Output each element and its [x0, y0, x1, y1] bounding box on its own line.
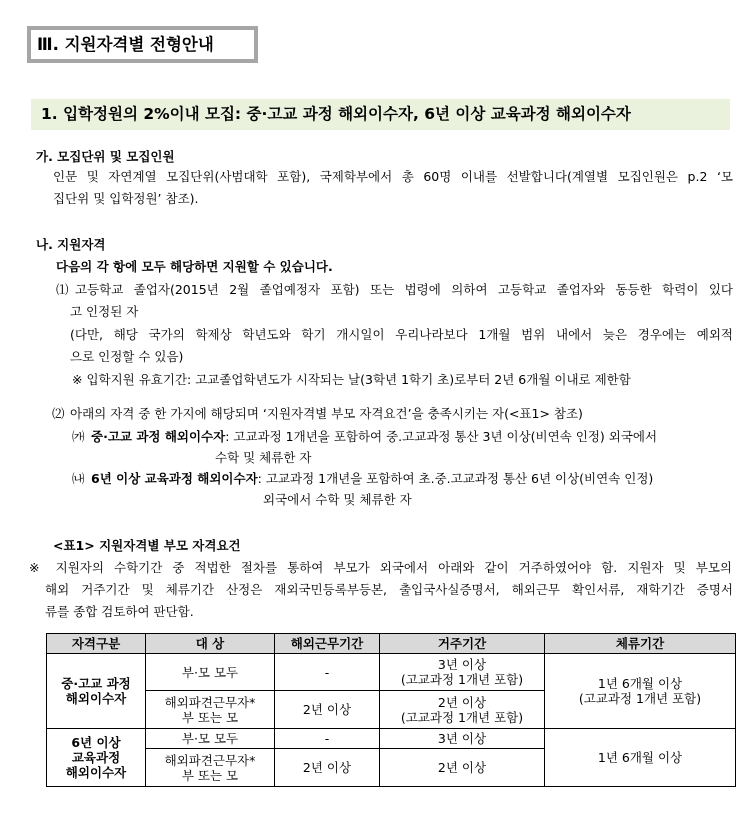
table-header-row: [47, 634, 736, 654]
header-work-period: 해외근무기간: [275, 634, 380, 654]
table-row: [47, 654, 736, 691]
sub-a-title: 중·고교 과정 해외이수자: [91, 429, 226, 444]
group2-label-line1: 6년 이상: [71, 735, 121, 750]
group1-label: [47, 654, 146, 729]
group2-label-line3: 해외이수자: [65, 765, 127, 780]
sub-a-text2: 수학 및 체류한 자: [215, 450, 312, 465]
group1-row2-target-line1: 해외파견근무자*: [164, 694, 256, 710]
unit-text-line1: 인문 및 자연계열 모집단위(사범대학 포함), 국제학부에서 총 60명 이내를 선발합니다(계열별 모집인원은 p.2 ‘모: [53, 169, 733, 184]
group1-row2-res-line2: (고교과정 1개년 포함): [400, 709, 524, 725]
item1-note3: ※ 입학지원 유효기간: 고교졸업학년도가 시작되는 날(3학년 1학기 초)로부터 2년 6개월 이내로 제한함: [72, 372, 631, 387]
unit-heading: 가. 모집단위 및 모집인원: [36, 149, 175, 164]
group2-row1-work: -: [275, 729, 380, 749]
subsection-title: 1. 입학정원의 2%이내 모집: 중·고교 과정 해외이수자, 6년 이상 교육과정 해외이수자: [31, 99, 730, 130]
sub-a-line: [91, 427, 657, 445]
header-category: 자격구분: [47, 634, 146, 654]
group1-row1-work: -: [275, 654, 380, 691]
item1-note2: 으로 인정할 수 있음): [70, 349, 184, 364]
sub-b-text2: 외국에서 수학 및 체류한 자: [263, 492, 412, 507]
item1-line1: 고등학교 졸업자(2015년 2월 졸업예정자 포함) 또는 법령에 의하여 고등학교 졸업자와 동등한 학력이 있다: [75, 282, 733, 297]
header-target: 대 상: [146, 634, 275, 654]
item1-marker: ⑴: [56, 282, 69, 297]
group2-row2-work: 2년 이상: [275, 749, 380, 787]
sub-b-title: 6년 이상 교육과정 해외이수자: [91, 471, 258, 486]
table-note-line1: ※ 지원자의 수학기간 중 적법한 절차를 통하여 부모가 외국에서 아래와 같이 거주하였어야 함. 지원자 및 부모의: [29, 560, 732, 575]
item1-note1: (다만, 해당 국가의 학제상 학년도와 학기 개시일이 우리나라보다 1개월 범위 내에서 늦은 경우에는 예외적: [70, 327, 733, 342]
group1-row2-res-line1: 2년 이상: [437, 694, 487, 710]
sub-a-text: : 고교과정 1개년을 포함하여 중.고교과정 통산 3년 이상(비연속 인정) 외국에서: [225, 429, 658, 444]
eligibility-heading: 나. 지원자격: [36, 237, 106, 252]
header-residence-period: 거주기간: [380, 634, 545, 654]
group2-row1-target: 부·모 모두: [146, 729, 275, 749]
unit-text-line2: 집단위 및 입학정원’ 참조).: [53, 191, 199, 206]
group1-stay-line2: (고교과정 1개년 포함): [578, 691, 702, 706]
section-title: Ⅲ. 지원자격별 전형안내: [27, 26, 258, 63]
header-stay-period: 체류기간: [545, 634, 736, 654]
group2-label: [47, 729, 146, 787]
parent-requirements-table: [46, 633, 736, 787]
group2-stay: 1년 6개월 이상: [545, 729, 736, 787]
group1-row2-target: [146, 691, 275, 729]
table-caption: <표1> 지원자격별 부모 자격요건: [53, 538, 241, 553]
sub-b-line: [91, 469, 653, 487]
group2-row2-target-line2: 부 또는 모: [181, 767, 239, 783]
group1-stay: [545, 654, 736, 729]
group1-label-line2: 해외이수자: [65, 691, 127, 706]
group1-row1-residence: [380, 654, 545, 691]
sub-a-marker: ㈎: [72, 429, 85, 444]
table-note-line2: 해외 거주기간 및 체류기간 산정은 재외국민등록부등본, 출입국사실증명서, 해외근무 확인서류, 재학기간 증명서: [45, 582, 733, 597]
group1-label-line1: 중·고교 과정: [61, 676, 131, 691]
item2-marker: ⑵: [52, 406, 65, 421]
group2-row2-residence: 2년 이상: [380, 749, 545, 787]
item1-line2: 고 인정된 자: [70, 304, 139, 319]
sub-b-marker: ㈏: [72, 471, 85, 486]
eligibility-intro: 다음의 각 항에 모두 해당하면 지원할 수 있습니다.: [56, 259, 333, 274]
item2-line: 아래의 자격 중 한 가지에 해당되며 ‘지원자격별 부모 자격요건’을 충족시키는 자(<표1> 참조): [70, 406, 583, 421]
group2-row2-target: [146, 749, 275, 787]
group2-row2-target-line1: 해외파견근무자*: [164, 752, 256, 768]
group1-row2-work: 2년 이상: [275, 691, 380, 729]
group2-row1-residence: 3년 이상: [380, 729, 545, 749]
group1-row2-target-line2: 부 또는 모: [181, 709, 239, 725]
group1-row2-residence: [380, 691, 545, 729]
group1-row1-target: 부·모 모두: [146, 654, 275, 691]
table-row: [47, 729, 736, 749]
sub-b-text: : 고교과정 1개년을 포함하여 초.중.고교과정 통산 6년 이상(비연속 인정): [257, 471, 654, 486]
table-note-line3: 류를 종합 검토하여 판단함.: [45, 604, 194, 619]
group1-row1-res-line2: (고교과정 1개년 포함): [400, 672, 524, 687]
group1-stay-line1: 1년 6개월 이상: [597, 676, 683, 691]
group2-label-line2: 교육과정: [71, 750, 121, 765]
group1-row1-res-line1: 3년 이상: [437, 657, 487, 672]
